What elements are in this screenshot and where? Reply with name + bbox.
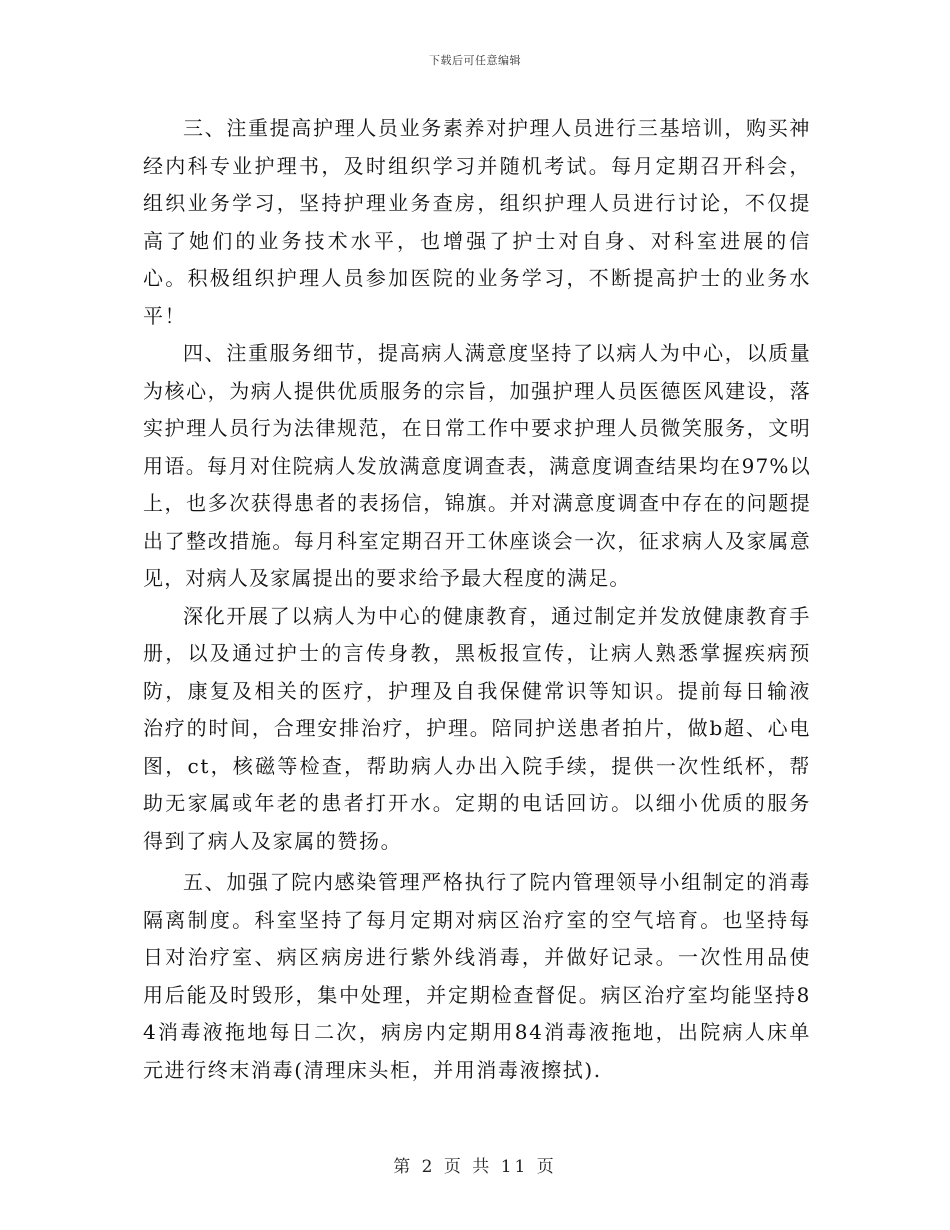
- page-number: 第 2 页 共 11 页: [393, 1157, 557, 1177]
- document-body: [143, 110, 811, 1089]
- paragraph-health-education: 深化开展了以病人为中心的健康教育，通过制定并发放健康教育手册，以及通过护士的言传身教，黑板报宣传，让病人熟悉掌握疾病预防，康复及相关的医疗，护理及自我保健常识等知识。提前每日输液治疗的时间，合理安排治疗，护理。陪同护送患者拍片，做b超、心电图，ct，核磁等检查，帮助病人办出入院手续，提供一次性纸杯，帮助无家属或年老的患者打开水。定期的电话回访。以细小优质的服务得到了病人及家属的赞扬。: [143, 603, 811, 853]
- paragraph-nursing-training: 三、注重提高护理人员业务素养对护理人员进行三基培训，购买神经内科专业护理书，及时组织学习并随机考试。每月定期召开科会，组织业务学习，坚持护理业务查房，组织护理人员进行讨论，不仅提高了她们的业务技术水平，也增强了护士对自身、对科室进展的信心。积极组织护理人员参加医院的业务学习，不断提高护士的业务水平！: [143, 116, 811, 328]
- paragraph-infection-control: 五、加强了院内感染管理严格执行了院内管理领导小组制定的消毒隔离制度。科室坚持了每月定期对病区治疗室的空气培育。也坚持每日对治疗室、病区病房进行紫外线消毒，并做好记录。一次性用品使用后能及时毁形，集中处理，并定期检查督促。病区治疗室均能坚持84消毒液拖地每日二次，病房内定期用84消毒液拖地，出院病人床单元进行终末消毒(清理床头柜，并用消毒液擦拭).: [143, 870, 811, 1082]
- header-note: 下载后可任意编辑: [429, 54, 521, 67]
- paragraph-service-details: 四、注重服务细节，提高病人满意度坚持了以病人为中心，以质量为核心，为病人提供优质服务的宗旨，加强护理人员医德医风建设，落实护理人员行为法律规范，在日常工作中要求护理人员微笑服务，文明用语。每月对住院病人发放满意度调查表，满意度调查结果均在97%以上，也多次获得患者的表扬信，锦旗。并对满意度调查中存在的问题提出了整改措施。每月科室定期召开工休座谈会一次，征求病人及家属意见，对病人及家属提出的要求给予最大程度的满足。: [143, 341, 811, 590]
